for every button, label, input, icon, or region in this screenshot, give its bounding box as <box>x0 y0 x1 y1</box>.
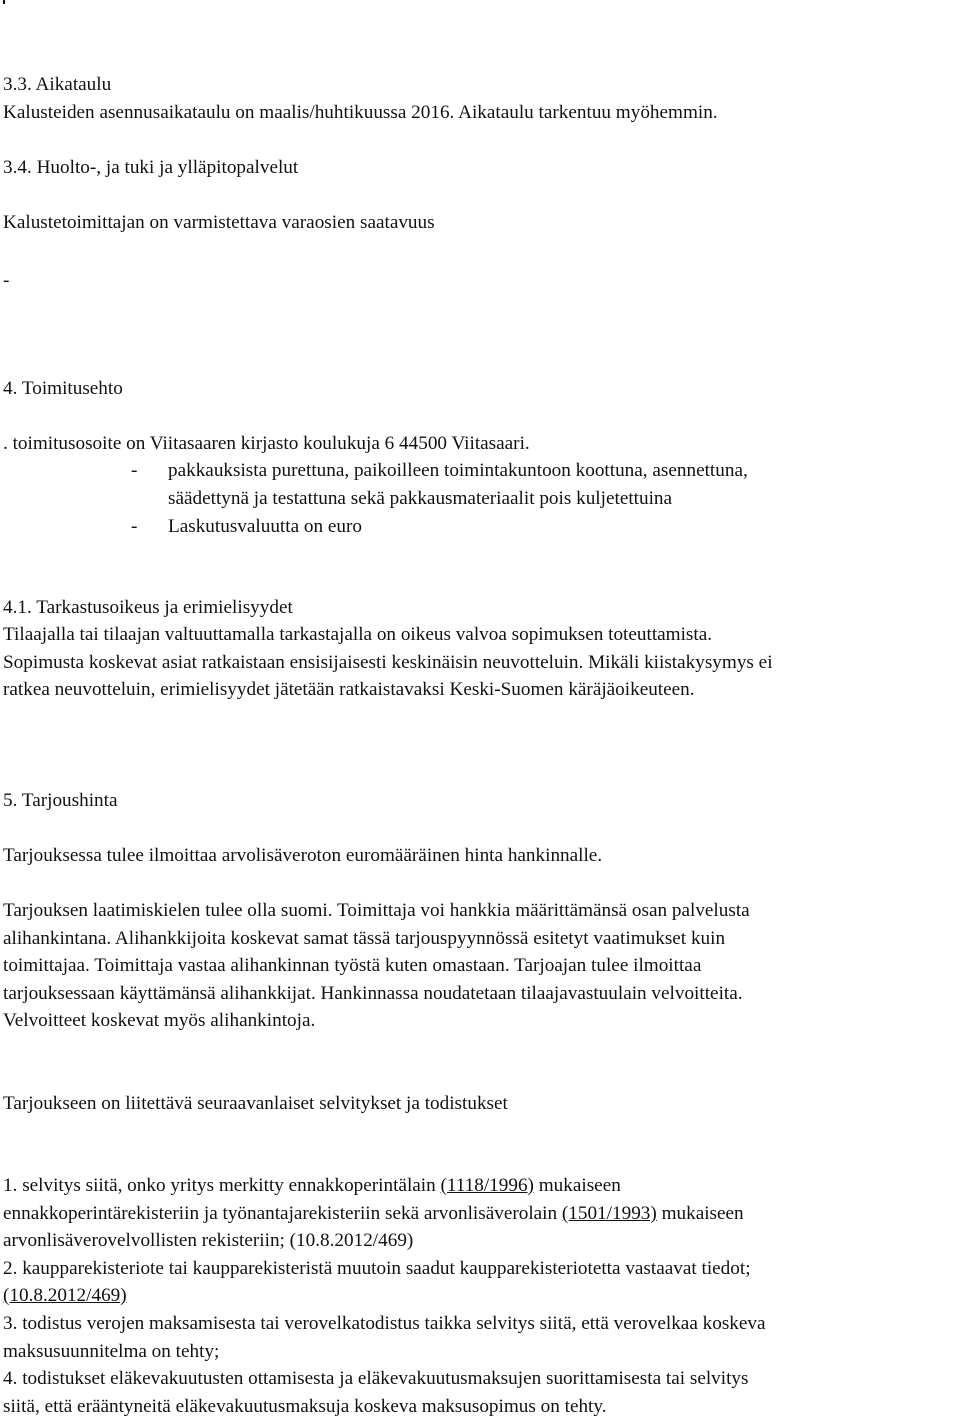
language-line: tarjouksessaan käyttämänsä alihankkijat. Hankinnassa noudatetaan tilaajavastuulain velvoitteita. <box>3 983 743 1004</box>
language-line: Tarjouksen laatimiskielen tulee olla suomi. Toimittaja voi hankkia määrittämänsä osan palvelusta <box>3 900 750 921</box>
bullet-text: Laskutusvaluutta on euro <box>168 516 362 537</box>
attachment-item-1-line: arvonlisäverovelvollisten rekisteriin; (10.8.2012/469) <box>3 1230 414 1251</box>
law-link[interactable]: (1118/1996) <box>440 1175 534 1196</box>
delivery-address: . toimitusosoite on Viitasaaren kirjasto koulukuja 6 44500 Viitasaari. <box>3 433 530 454</box>
attachment-item-1-line <box>3 1175 621 1197</box>
section-4-1-line: Sopimusta koskevat asiat ratkaistaan ensisijaisesti keskinäisin neuvotteluin. Mikäli kiistakysymys ei <box>3 652 773 673</box>
section-4-1-line: ratkea neuvotteluin, erimielisyydet jätetään ratkaistavaksi Keski-Suomen käräjäoikeuteen. <box>3 679 695 700</box>
attachment-item-3-line: 3. todistus verojen maksamisesta tai verovelkatodistus taikka selvitys siitä, että verovelkaa koskeva <box>3 1313 766 1334</box>
section-3-3-body: Kalusteiden asennusaikataulu on maalis/huhtikuussa 2016. Aikataulu tarkentuu myöhemmin. <box>3 102 718 123</box>
law-link[interactable]: (10.8.2012/469) <box>3 1285 127 1306</box>
attachment-item-4-line: siitä, että erääntyneitä eläkevakuutusmaksuja koskeva maksusopimus on tehty. <box>3 1396 607 1417</box>
item-text: mukaiseen <box>533 1175 621 1196</box>
section-3-4-heading: 3.4. Huolto-, ja tuki ja ylläpitopalvelut <box>3 157 299 178</box>
bullet-text: pakkauksista purettuna, paikoilleen toimintakuntoon koottuna, asennettuna, <box>168 460 748 481</box>
price-text: Tarjouksessa tulee ilmoittaa arvolisäveroton euromääräinen hinta hankinnalle. <box>3 845 603 866</box>
section-5-heading: 5. Tarjoushinta <box>3 790 118 811</box>
attachments-heading: Tarjoukseen on liitettävä seuraavanlaiset selvitykset ja todistukset <box>3 1093 508 1114</box>
section-3-4-dash: - <box>3 270 10 291</box>
section-4-heading: 4. Toimitusehto <box>3 378 123 399</box>
item-text: 1. selvitys siitä, onko yritys merkitty ennakkoperintälain <box>3 1175 441 1196</box>
language-line: toimittajaa. Toimittaja vastaa alihankinnan työstä kuten omastaan. Tarjoajan tulee ilmoittaa <box>3 955 702 976</box>
attachment-item-2-line: 2. kaupparekisteriote tai kaupparekisteristä muutoin saadut kaupparekisteriotetta vastaavat tiedot; <box>3 1258 751 1279</box>
attachment-item-3-line: maksusuunnitelma on tehty; <box>3 1341 220 1362</box>
attachment-item-4-line: 4. todistukset eläkevakuutusten ottamisesta ja eläkevakuutusmaksujen suorittamisesta tai selvitys <box>3 1368 749 1389</box>
item-text: mukaiseen <box>656 1203 744 1224</box>
bullet-dash: - <box>131 460 138 481</box>
top-mark <box>3 0 5 4</box>
section-3-4-body: Kalustetoimittajan on varmistettava varaosien saatavuus <box>3 212 435 233</box>
attachment-item-1-line <box>3 1203 744 1225</box>
bullet-text-continued: säädettynä ja testattuna sekä pakkausmateriaalit pois kuljetettuina <box>168 488 673 509</box>
item-text: ennakkoperintärekisteriin ja työnantajarekisteriin sekä arvonlisäverolain <box>3 1203 562 1224</box>
law-link[interactable]: (1501/1993) <box>561 1203 657 1224</box>
section-4-1-heading: 4.1. Tarkastusoikeus ja erimielisyydet <box>3 597 293 618</box>
attachment-item-2-line <box>3 1285 127 1307</box>
bullet-dash: - <box>131 516 138 537</box>
section-4-1-line: Tilaajalla tai tilaajan valtuuttamalla tarkastajalla on oikeus valvoa sopimuksen toteuttamista. <box>3 624 713 645</box>
language-line: Velvoitteet koskevat myös alihankintoja. <box>3 1010 316 1031</box>
section-3-3-heading: 3.3. Aikataulu <box>3 74 112 95</box>
language-line: alihankintana. Alihankkijoita koskevat samat tässä tarjouspyynnössä esitetyt vaatimukset kuin <box>3 928 726 949</box>
